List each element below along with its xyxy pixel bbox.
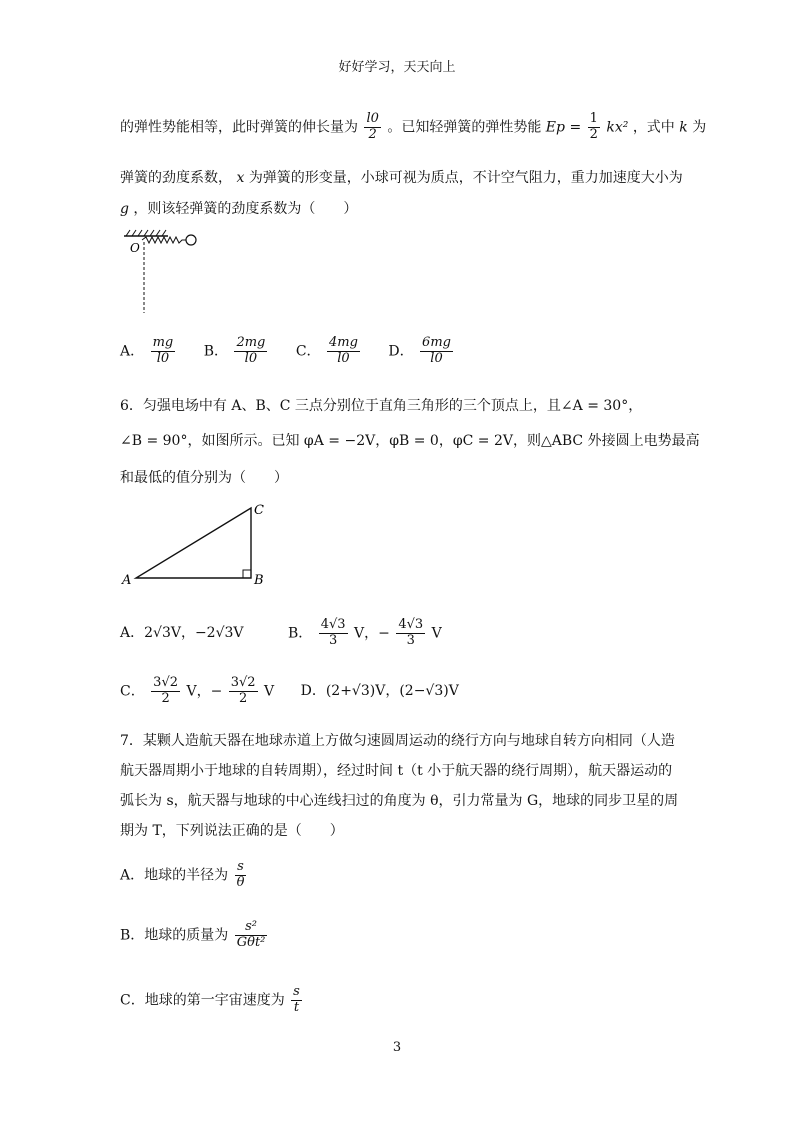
option-fraction	[151, 676, 180, 707]
q5-line2-a: 弹簧的劲度系数，	[120, 170, 232, 186]
one-half-fraction	[588, 112, 600, 143]
fraction-denominator: l0	[156, 350, 170, 366]
fraction-numerator: 3√2	[153, 675, 178, 690]
fraction-numerator: 1	[589, 111, 598, 126]
fraction-denominator: l0	[430, 350, 443, 366]
q6-line-2: ∠B = 90°，如图所示。已知 φA = −2V，φB = 0，φC = 2V，则△ABC 外接圆上电势最高	[120, 433, 700, 449]
spring-figure	[118, 228, 208, 318]
option-letter: B．	[288, 625, 313, 642]
q5-line1-b: 。已知轻弹簧的弹性势能	[387, 119, 542, 136]
q6-option-b[interactable]	[288, 618, 442, 649]
q5-option-b[interactable]	[204, 336, 270, 367]
fraction-numerator: l0	[366, 111, 379, 126]
q6-options-row-2	[120, 676, 481, 707]
q7-line-2: 航天器周期小于地球的自转周期），经过时间 t（t 小于航天器的绕行周期），航天器运动的	[120, 763, 673, 779]
q5-line-3	[120, 198, 357, 218]
q5-line1-c: ，式中	[632, 119, 675, 136]
triangle-figure	[118, 498, 278, 593]
page-header: 好好学习，天天向上	[338, 60, 456, 75]
option-fraction	[235, 860, 247, 891]
q6-options-row-1	[120, 618, 464, 649]
fraction-numerator: 2mg	[236, 335, 266, 350]
fraction-denominator: t	[293, 999, 300, 1015]
fraction-denominator: l0	[244, 350, 258, 366]
option-fraction	[234, 336, 267, 367]
equals-sign: =	[569, 119, 582, 136]
option-fraction	[235, 920, 268, 951]
vertex-c-label: C	[254, 503, 264, 518]
fraction-numerator: 4√3	[398, 617, 424, 632]
ceiling-hatch	[126, 230, 166, 236]
q5-line1-d: 为	[692, 119, 707, 136]
option-fraction	[327, 336, 360, 367]
ball	[186, 235, 196, 245]
spring	[142, 237, 186, 243]
option-text: B．地球的质量为	[120, 927, 229, 944]
q5-options	[120, 336, 477, 367]
q5-option-d[interactable]	[388, 336, 455, 367]
option-separator: V，−	[186, 683, 223, 700]
page-number: 3	[392, 1040, 402, 1055]
option-fraction	[291, 985, 302, 1016]
fraction-numerator: 4mg	[328, 335, 358, 350]
q5-option-a[interactable]	[120, 336, 177, 367]
vertex-a-label: A	[122, 573, 132, 588]
option-unit: V	[264, 683, 275, 700]
option-fraction	[151, 336, 176, 367]
option-fraction	[396, 618, 425, 649]
fraction-denominator: Gθt²	[236, 934, 266, 950]
fraction-numerator: 3√2	[230, 675, 256, 690]
option-letter: D．	[388, 343, 414, 360]
option-text: A．地球的半径为	[120, 867, 229, 884]
kx2-term: kx²	[606, 119, 629, 136]
fraction-denominator: 2	[161, 690, 170, 706]
fraction-denominator: l0	[337, 350, 350, 366]
option-unit: V	[431, 625, 442, 642]
q5-line2-b: 为弹簧的形变量，小球可视为质点，不计空气阻力，重力加速度大小为	[248, 170, 683, 186]
fraction-denominator: θ	[236, 874, 245, 890]
option-text: C．地球的第一宇宙速度为	[120, 992, 285, 1009]
q5-line3-text: ，则该轻弹簧的劲度系数为（ ）	[133, 201, 358, 217]
fraction-numerator: s	[293, 984, 300, 999]
option-letter: A．	[120, 343, 145, 360]
option-fraction	[319, 618, 348, 649]
option-letter: C．	[295, 343, 321, 360]
ep-symbol: Ep	[545, 119, 565, 136]
option-letter: C．	[120, 683, 145, 700]
q5-line-2	[120, 167, 683, 187]
q5-option-c[interactable]	[296, 336, 362, 367]
q7-line-4: 期为 T，下列说法正确的是（ ）	[120, 823, 344, 839]
fraction-denominator: 2	[589, 126, 598, 142]
q6-option-a[interactable]: A．2√3V，−2√3V	[120, 625, 244, 642]
k-symbol: k	[679, 119, 688, 136]
point-o-label: O	[130, 241, 140, 255]
q7-line-1: 7．某颗人造航天器在地球赤道上方做匀速圆周运动的绕行方向与地球自转方向相同（人造	[120, 733, 675, 749]
g-symbol: g	[120, 201, 129, 217]
fraction-numerator: 6mg	[422, 335, 451, 350]
fraction-numerator: mg	[152, 335, 174, 350]
fraction-denominator: 3	[329, 632, 338, 648]
fraction-denominator: 2	[368, 126, 377, 142]
q6-option-c[interactable]	[120, 676, 274, 707]
option-separator: V，−	[354, 625, 390, 642]
x-symbol: x	[236, 170, 245, 186]
fraction-denominator: 3	[406, 632, 415, 648]
q7-line-3: 弧长为 s，航天器与地球的中心连线扫过的角度为 θ，引力常量为 G，地球的同步卫星的周	[120, 793, 679, 809]
fraction-numerator: 4√3	[320, 617, 346, 632]
fraction-numerator: s²	[235, 920, 268, 936]
right-angle-mark	[243, 570, 251, 578]
q6-line-3: 和最低的值分别为（ ）	[120, 470, 288, 486]
fraction-denominator: 2	[239, 690, 248, 706]
q5-line-1	[120, 112, 706, 143]
q5-line1-a: 的弹性势能相等，此时弹簧的伸长量为	[120, 119, 358, 136]
l0-half-fraction	[364, 112, 380, 143]
q7-option-b[interactable]	[120, 920, 269, 951]
q6-line-1: 6．匀强电场中有 A、B、C 三点分别位于直角三角形的三个顶点上，且∠A = 30°，	[120, 398, 643, 414]
q6-option-d[interactable]: D．(2+√3)V，(2−√3)V	[300, 683, 459, 700]
vertex-b-label: B	[254, 573, 264, 588]
q7-option-c[interactable]	[120, 985, 304, 1016]
q7-option-a[interactable]	[120, 860, 248, 891]
fraction-numerator: s	[235, 860, 247, 876]
option-letter: B．	[203, 343, 228, 360]
option-fraction	[420, 336, 453, 367]
option-fraction	[229, 676, 258, 707]
triangle-abc	[136, 508, 251, 578]
